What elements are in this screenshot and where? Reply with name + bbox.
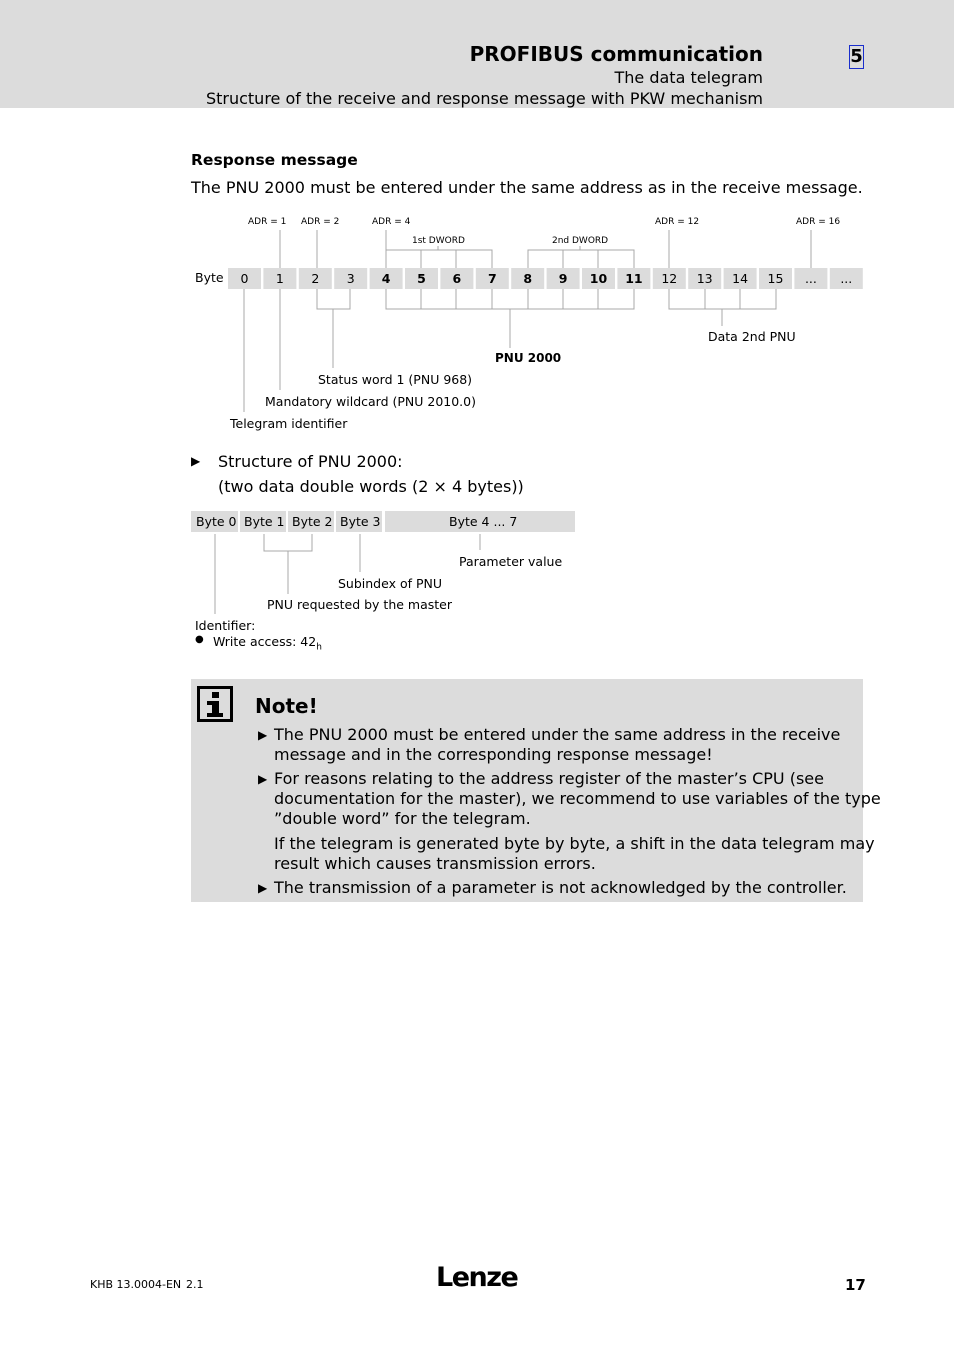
note-text: The PNU 2000 must be entered under the same address in the receive bbox=[274, 725, 841, 744]
status-word-label: Status word 1 (PNU 968) bbox=[318, 372, 473, 387]
adr-label: ADR = 12 bbox=[655, 217, 700, 227]
chapter-number-badge[interactable]: 5 bbox=[850, 46, 863, 67]
byte-cell-label: 2 bbox=[311, 271, 320, 286]
byte-cell-label: 14 bbox=[732, 271, 749, 286]
byte-cell-label: 3 bbox=[346, 271, 355, 286]
mandatory-wildcard-label: Mandatory wildcard (PNU 2010.0) bbox=[265, 394, 476, 409]
note-text: message and in the corresponding response message! bbox=[274, 745, 713, 764]
byte-cell-label: 9 bbox=[558, 271, 568, 286]
adr-label: ADR = 16 bbox=[796, 217, 841, 227]
byte-cell-label: 10 bbox=[589, 271, 608, 286]
byte-cell-label: 5 bbox=[417, 271, 426, 286]
section-heading: Response message bbox=[191, 151, 358, 169]
dword1-label: 1st DWORD bbox=[412, 236, 465, 246]
note-text: The transmission of a parameter is not acknowledged by the controller. bbox=[274, 878, 847, 897]
byte-cell: Byte 2 bbox=[292, 514, 333, 529]
byte-cell-label: 11 bbox=[625, 271, 643, 286]
dot-bullet-icon: ● bbox=[195, 634, 204, 645]
byte-cell-label: ... bbox=[804, 271, 817, 286]
lenze-logo: Lenze bbox=[436, 1262, 518, 1293]
byte-cell: Byte 4 ... 7 bbox=[449, 514, 518, 529]
byte-cell: Byte 1 bbox=[244, 514, 285, 529]
note-text: For reasons relating to the address register of the master’s CPU (see bbox=[274, 769, 824, 788]
adr-label: ADR = 4 bbox=[372, 217, 411, 227]
byte-cell-label: 12 bbox=[661, 271, 678, 286]
pnu-requested-label: PNU requested by the master bbox=[267, 597, 452, 612]
triangle-bullet-icon: ▶ bbox=[258, 881, 268, 895]
note-text: ”double word” for the telegram. bbox=[274, 809, 531, 828]
byte-cell: Byte 0 bbox=[196, 514, 237, 529]
note-text: documentation for the master), we recommend to use variables of the type bbox=[274, 789, 881, 808]
pnu-structure-diagram bbox=[0, 0, 954, 620]
page-number: 17 bbox=[845, 1276, 866, 1294]
document-version: 2.1 bbox=[186, 1278, 204, 1291]
structure-subheading: (two data double words (2 × 4 bytes)) bbox=[218, 477, 524, 496]
byte-cell-label: 13 bbox=[696, 271, 713, 286]
byte-cell-label: 7 bbox=[487, 271, 497, 286]
byte-cell-label: ... bbox=[840, 271, 853, 286]
pnu2000-label: PNU 2000 bbox=[495, 351, 562, 365]
write-access-item: Write access: $42_h$ bbox=[213, 634, 322, 653]
byte-cell-label: 8 bbox=[523, 271, 533, 286]
identifier-label: Identifier: bbox=[195, 618, 256, 633]
byte-cell-label: 4 bbox=[381, 271, 391, 286]
info-icon bbox=[197, 686, 233, 722]
note-title: Note! bbox=[255, 694, 318, 718]
byte-cell-label: 6 bbox=[452, 271, 462, 286]
section-subtitle: The data telegram bbox=[614, 68, 763, 87]
byte-cell: Byte 3 bbox=[340, 514, 381, 529]
byte-cell-label: 0 bbox=[240, 271, 249, 286]
byte-cell-label: 15 bbox=[767, 271, 784, 286]
note-text: If the telegram is generated byte by byte, a shift in the data telegram may bbox=[274, 834, 875, 853]
triangle-bullet-icon: ▶ bbox=[258, 772, 268, 786]
byte-cell-label: 1 bbox=[275, 271, 284, 286]
byte-row-label: Byte bbox=[195, 270, 224, 285]
dword2-label: 2nd DWORD bbox=[552, 236, 609, 246]
parameter-value-label: Parameter value bbox=[459, 554, 563, 569]
structure-heading: Structure of PNU 2000: bbox=[218, 452, 403, 471]
adr-label: ADR = 1 bbox=[248, 217, 287, 227]
subindex-label: Subindex of PNU bbox=[338, 576, 443, 591]
adr-label: ADR = 2 bbox=[301, 217, 340, 227]
data-2nd-pnu-label: Data 2nd PNU bbox=[708, 329, 796, 344]
triangle-bullet-icon: ▶ bbox=[258, 728, 268, 742]
chapter-title: PROFIBUS communication bbox=[469, 42, 763, 66]
telegram-identifier-label: Telegram identifier bbox=[230, 416, 348, 431]
subsection-subtitle: Structure of the receive and response message with PKW mechanism bbox=[205, 89, 763, 108]
intro-text: The PNU 2000 must be entered under the same address as in the receive message. bbox=[191, 178, 863, 197]
note-text: result which causes transmission errors. bbox=[274, 854, 596, 873]
document-number: KHB 13.0004-EN bbox=[90, 1278, 182, 1291]
triangle-bullet-icon: ▶ bbox=[191, 454, 201, 468]
